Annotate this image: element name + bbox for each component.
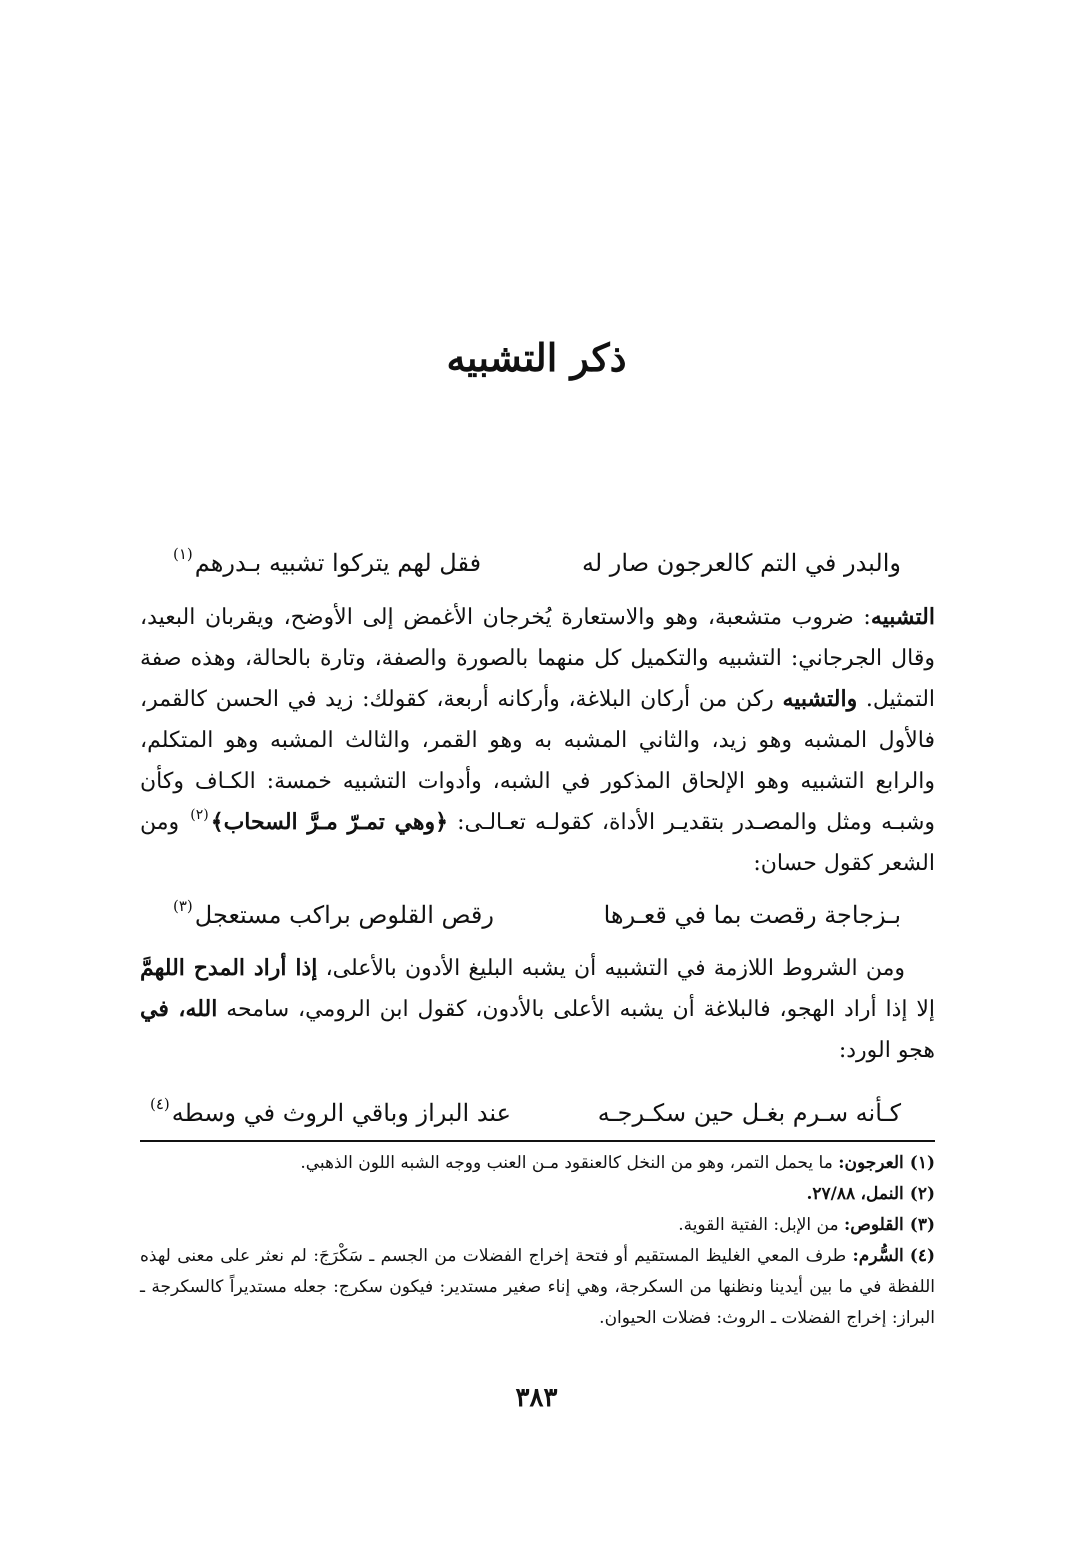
- chapter-title: ذكر التشبيه: [446, 335, 627, 380]
- verse-second-hemistich-text: عند البراز وباقي الروث في وسطه: [171, 1099, 511, 1127]
- paragraph-text: : ضروب متشعبة، وهو والاستعارة يُخرجان الأغمض إلى الأوضح، ويقربان البعيد، وقال الجرجاني: التشبيه والتكميل كل منهما بالصورة والصفة، وتارة بالحالة، وهذه صفة التمثيل.: [140, 605, 936, 712]
- body-paragraph: [140, 948, 935, 1071]
- footnote-ref: (١): [173, 545, 193, 563]
- footnote-text: ما يحمل التمر، وهو من النخل كالعنقود مـن العنب ووجه الشبه اللون الذهبي.: [300, 1153, 833, 1173]
- quran-quote: ﴿وهي تمـرّ مـرَّ السحاب﴾: [210, 809, 449, 835]
- body-paragraph: [140, 597, 935, 884]
- paragraph-text: ومن الشروط اللازمة في التشبيه أن يشبه البليغ الأدون بالأعلى،: [325, 956, 906, 981]
- footnotes-list: [140, 1148, 935, 1334]
- footnote-ref: (٣): [173, 897, 193, 915]
- footnote-term: النمل،: [860, 1184, 904, 1204]
- footnote-ref: (٤): [149, 1095, 170, 1113]
- footnote-number: (٤): [909, 1246, 936, 1266]
- footnote-item: [140, 1179, 935, 1210]
- verse-second-hemistich: [149, 1090, 511, 1136]
- poetry-verse: [171, 540, 901, 586]
- footnote-text: من الإبل: الفتية القوية.: [678, 1215, 839, 1235]
- bold-term: والتشبيه: [782, 686, 858, 712]
- footnote-divider: [140, 1140, 935, 1142]
- footnote-item: [140, 1148, 935, 1179]
- page-number: ٣٨٣: [515, 1383, 558, 1413]
- footnote-number: (٢): [909, 1184, 935, 1204]
- verse-second-hemistich-text: رقص القلوص براكب مستعجل: [194, 901, 494, 929]
- footnote-text: ٢٧/٨٨.: [806, 1184, 856, 1204]
- poetry-verse: [149, 1090, 901, 1136]
- paragraph-text: هجو الورد:: [838, 1038, 935, 1063]
- verse-second-hemistich: [171, 540, 511, 586]
- footnote-item: [140, 1210, 935, 1241]
- verse-first-hemistich: والبدر في التم كالعرجون صار له: [581, 549, 901, 577]
- footnote-term: العرجون:: [838, 1153, 904, 1173]
- footnote-number: (٣): [909, 1215, 935, 1235]
- verse-second-hemistich-text: فقل لهم يتركوا تشبيه بـدرهم: [194, 549, 482, 577]
- footnote-ref: (٢): [190, 807, 209, 823]
- poetry-verse: [171, 892, 901, 938]
- footnote-text: طرف المعي الغليظ المستقيم أو فتحة إخراج الفضلات من الجسم ـ سَكْرَجَ: لم نعثر على معنى لهذه اللفظة في ما بين أيدينا ونظنها من السكرجة، وهي إناء صغير مستدير: فيكون سكرج: جعله مستديراً كالسكرجة ـ البراز: إخراج الفضلات ـ الروث: فضلات الحيوان.: [140, 1246, 935, 1328]
- verse-first-hemistich: كـأنه سـرم بغـل حين سكـرجـه: [597, 1099, 901, 1127]
- paragraph-text: إلا إذا أراد الهجو، فالبلاغة أن يشبه الأعلى بالأدون، كقول ابن الرومي، سامحه: [226, 997, 935, 1022]
- paragraph-text: ركن من أركان البلاغة، وأركانه أربعة، كقولك: زيد في الحسن كالقمر، فالأول المشبه وهو زيد، والثاني المشبه به وهو القمر، والثالث المشبه وهو المتكلم، والرابع التشبيه وهو الإلحاق المذكور في الشبه، وأدوات التشبيه خمسة: الكـاف وكأن وشبـه ومثل والمصـدر بتقديـر الأداة، كقولـه تعـالـى:: [140, 687, 935, 835]
- bold-term: الله، في: [140, 996, 218, 1022]
- footnote-term: السُّرم:: [852, 1246, 904, 1266]
- footnote-term: القلوص:: [844, 1215, 904, 1235]
- footnote-number: (١): [909, 1153, 935, 1173]
- verse-first-hemistich: بـزجاجة رقصت بما في قعـرها: [603, 901, 901, 929]
- verse-second-hemistich: [171, 892, 511, 938]
- bold-term: إذا أراد المدح اللهمَّ: [140, 955, 318, 981]
- footnote-item: [140, 1241, 935, 1334]
- paragraph-text: ومن الشعر كقول حسان:: [140, 810, 935, 876]
- bold-term: التشبيه: [870, 604, 935, 630]
